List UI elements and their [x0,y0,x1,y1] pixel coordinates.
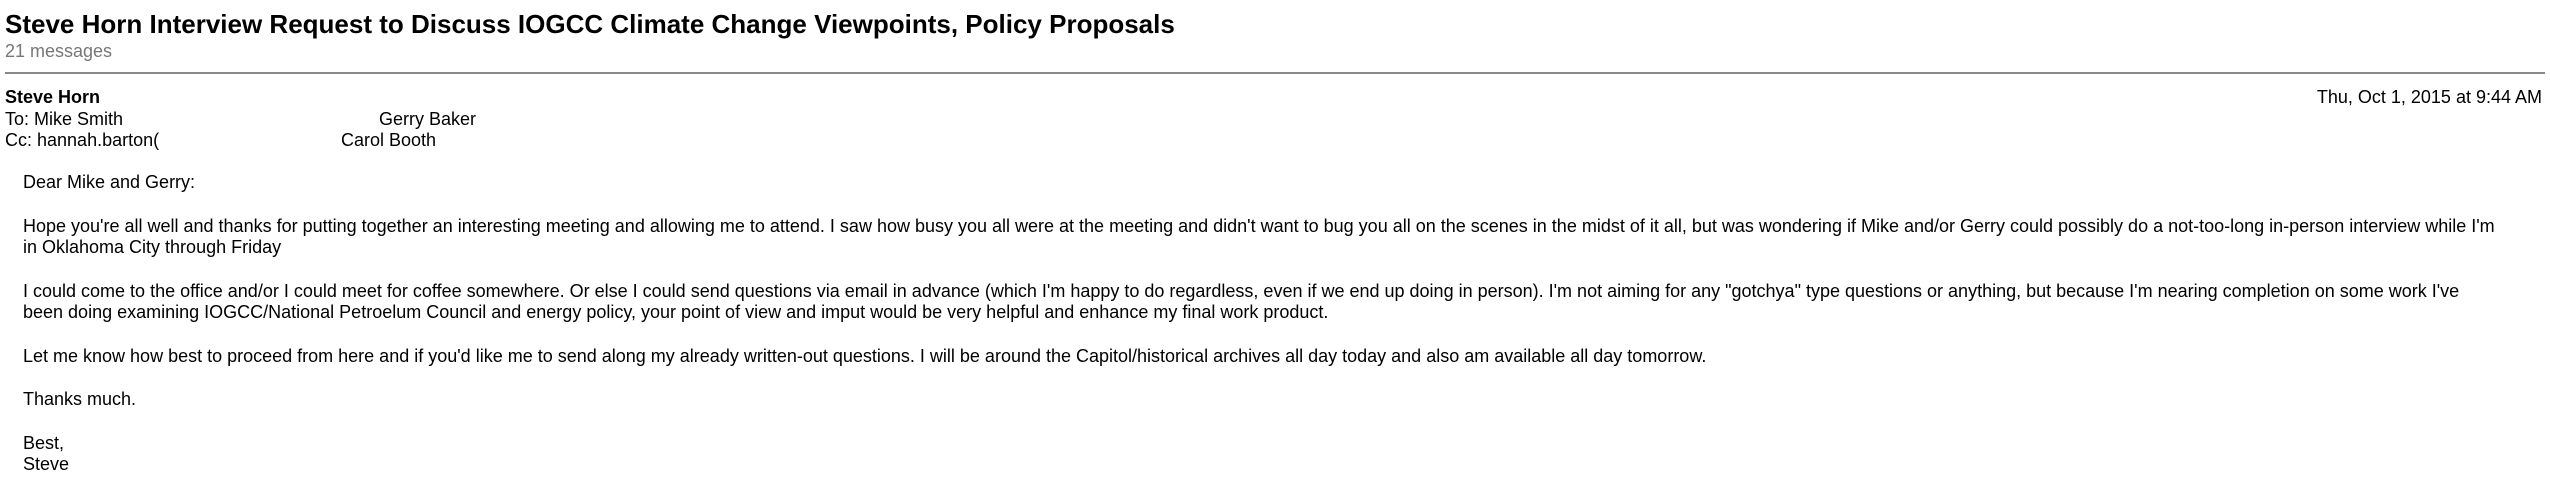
cc-recipient[interactable]: hannah.barton( [37,130,160,150]
thanks-line: Thanks much. [23,389,137,409]
body-paragraph: Let me know how best to proceed from here and if you'd like me to send along my already written-out questions. I will be around the Capitol/historical archives all day today and also am available all day tomorrow. [23,345,1707,366]
cc-recipient[interactable]: Carol Booth [341,130,437,150]
body-paragraph: I could come to the office and/or I could meet for coffee somewhere. Or else I could send questions via email in advance (which I'm happy to do regardless, even if we end up doing in person). I'm not aiming for any "gotchya" type questions or anything, but because I'm nearing completion on some work I've been doing examining IOGCC/National Petroelum Council and energy policy, your point of view and imput would be very helpful and enhance my final work product. [23,280,2460,322]
signature: Steve [23,454,70,474]
thread-title: Steve Horn Interview Request to Discuss IOGCC Climate Change Viewpoints, Policy Proposals [5,9,1175,39]
sender-name: Steve Horn [5,87,101,107]
to-recipient[interactable]: Mike Smith [34,109,124,129]
to-recipient[interactable]: Gerry Baker [379,109,477,129]
to-label: To: [5,109,30,129]
cc-line [5,129,159,151]
message-date: Thu, Oct 1, 2015 at 9:44 AM [2316,87,2542,107]
closing: Best, [23,432,65,453]
body-paragraph: Hope you're all well and thanks for putting together an interesting meeting and allowing me to attend. I saw how busy you all were at the meeting and didn't want to bug you all on the scenes in the midst of it all, but was wondering if Mike and/or Gerry could possibly do a not-too-long in-person interview while I'm in Oklahoma City through Friday [23,215,2495,257]
to-line [5,108,123,130]
cc-label: Cc: [5,130,32,150]
message-body [23,172,2503,498]
signoff [23,433,2503,476]
greeting: Dear Mike and Gerry: [23,172,196,192]
message-count: 21 messages [5,41,113,61]
header-divider [5,72,2545,74]
